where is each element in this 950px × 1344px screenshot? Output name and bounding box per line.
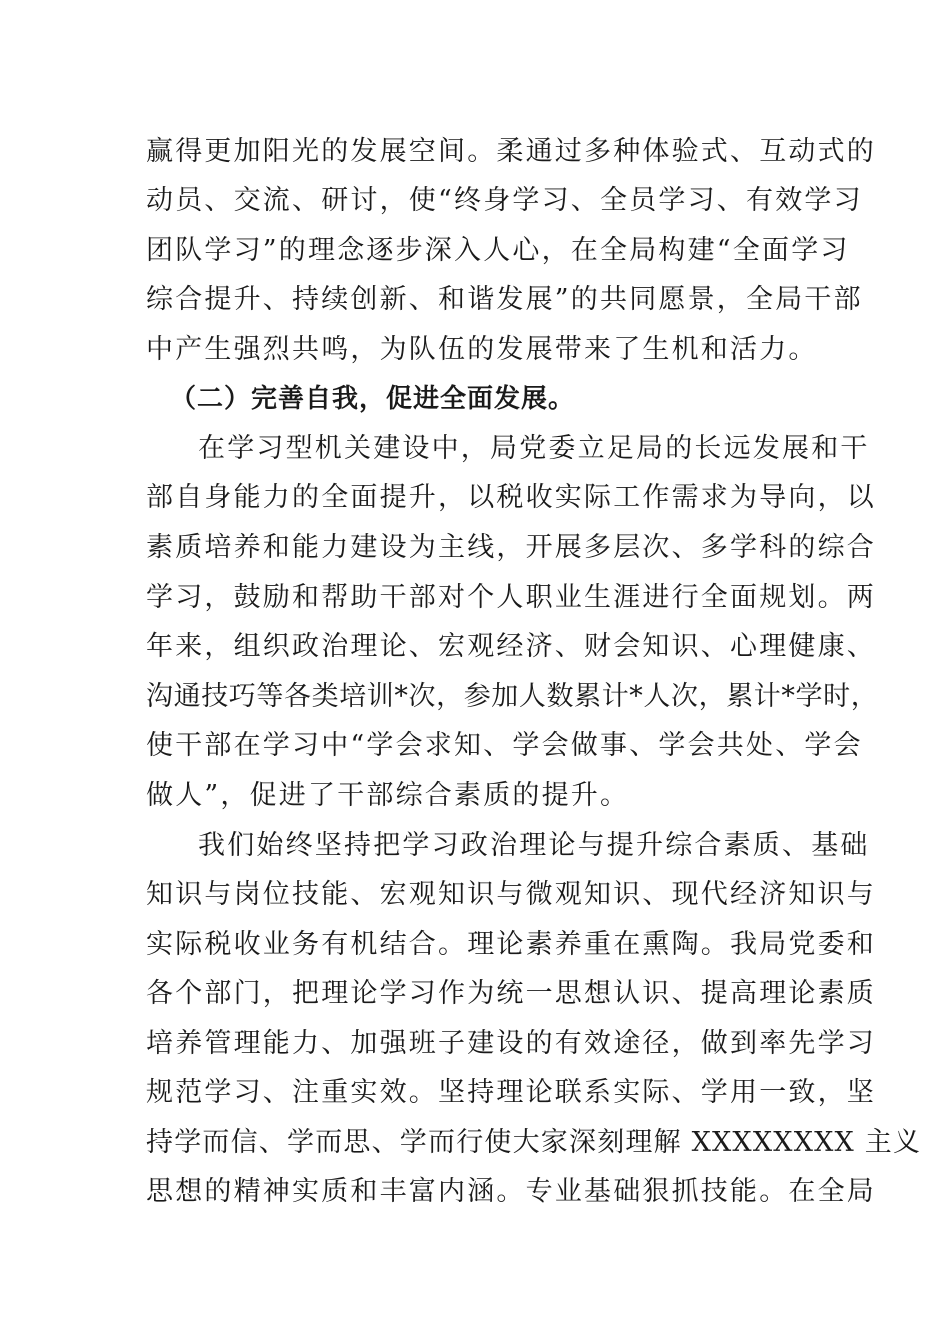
paragraph-line: 赢得更加阳光的发展空间。柔通过多种体验式、互动式的 xyxy=(146,136,876,167)
paragraph-line: 思想的精神实质和丰富内涵。专业基础狠抓技能。在全局 xyxy=(146,1176,876,1207)
paragraph-line: 部自身能力的全面提升，以税收实际工作需求为导向，以 xyxy=(146,482,876,513)
paragraph-line: 中产生强烈共鸣，为队伍的发展带来了生机和活力。 xyxy=(146,334,818,365)
paragraph-line: 各个部门，把理论学习作为统一思想认识、提高理论素质 xyxy=(146,978,876,1009)
paragraph-line: 我们始终坚持把学习政治理论与提升综合素质、基础 xyxy=(198,830,870,861)
paragraph-line: 使干部在学习中“学会求知、学会做事、学会共处、学会 xyxy=(146,730,863,761)
paragraph-line: 规范学习、注重实效。坚持理论联系实际、学用一致，坚 xyxy=(146,1077,876,1108)
paragraph-line: 做人”，促进了干部综合素质的提升。 xyxy=(146,780,630,811)
paragraph-line: 在学习型机关建设中，局党委立足局的长远发展和干 xyxy=(198,433,870,464)
section-heading: （二）完善自我，促进全面发展。 xyxy=(170,384,576,414)
paragraph-line: 沟通技巧等各类培训*次，参加人数累计*人次，累计*学时， xyxy=(146,681,879,712)
paragraph-line: 团队学习”的理念逐步深入人心，在全局构建“全面学习 xyxy=(146,235,850,266)
paragraph-line: 年来，组织政治理论、宏观经济、财会知识、心理健康、 xyxy=(146,631,876,662)
paragraph-line: 实际税收业务有机结合。理论素养重在熏陶。我局党委和 xyxy=(146,929,876,960)
paragraph-line: 综合提升、持续创新、和谐发展”的共同愿景，全局干部 xyxy=(146,284,863,315)
paragraph-line: 学习，鼓励和帮助干部对个人职业生涯进行全面规划。两 xyxy=(146,582,876,613)
paragraph-line: 知识与岗位技能、宏观知识与微观知识、现代经济知识与 xyxy=(146,879,876,910)
paragraph-line: 培养管理能力、加强班子建设的有效途径，做到率先学习 xyxy=(146,1028,876,1059)
paragraph-line: 素质培养和能力建设为主线，开展多层次、多学科的综合 xyxy=(146,532,876,563)
paragraph-line: 持学而信、学而思、学而行使大家深刻理解 XXXXXXXX 主义 xyxy=(146,1127,922,1158)
paragraph-line: 动员、交流、研讨，使“终身学习、全员学习、有效学习 xyxy=(146,185,863,216)
